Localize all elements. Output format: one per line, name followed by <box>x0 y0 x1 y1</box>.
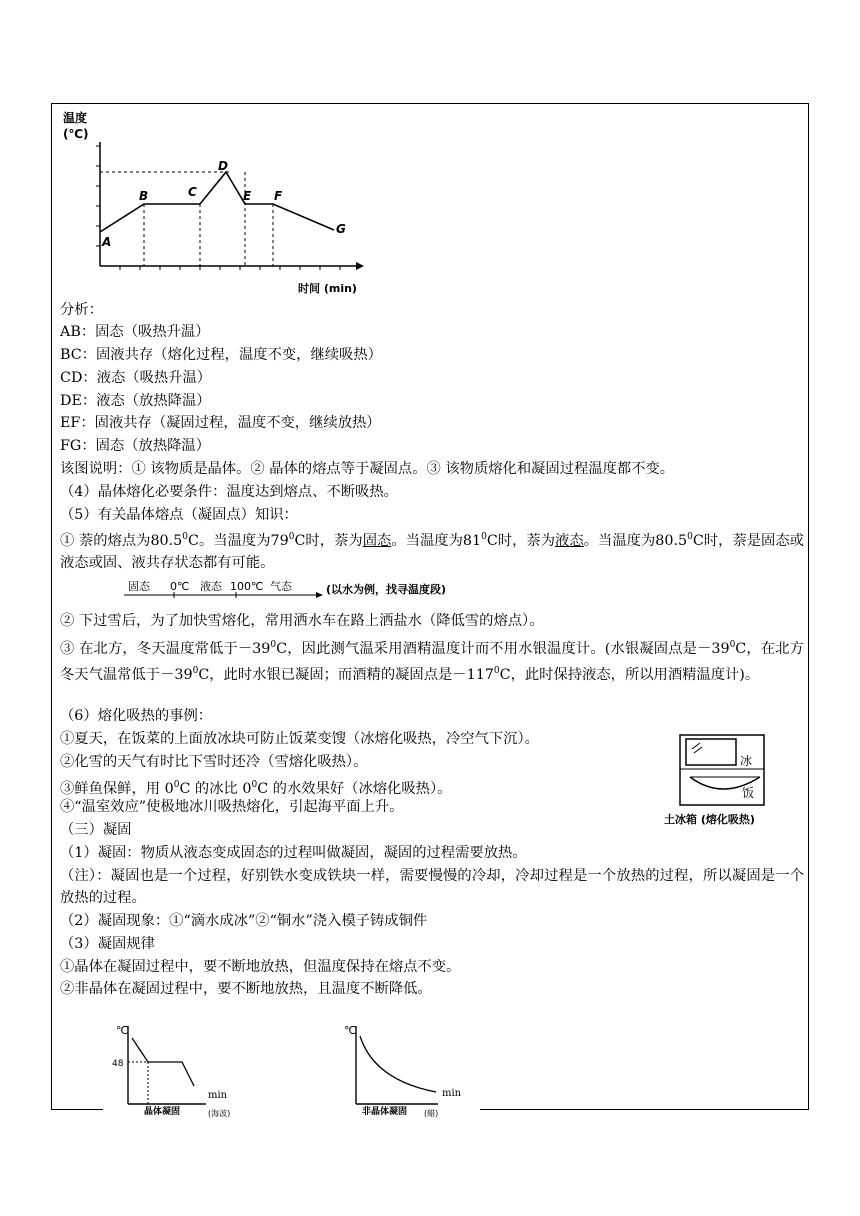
analysis-item: BC：固液共存（熔化过程，温度不变，继续吸热） <box>60 347 382 363</box>
svg-text:min: min <box>208 1090 228 1101</box>
heat-absorb-item: ③鲜鱼保鲜，用 $0^0C$ 的冰比 $0^0C$ 的水效果好（冰熔化吸热）。 <box>60 780 452 797</box>
solidification-definition: （1）凝固：物质从液态变成固态的过程叫做凝固，凝固的过程需要放热。 <box>60 845 527 861</box>
svg-text:min: min <box>442 1088 462 1099</box>
heat-absorb-item: ①夏天，在饭菜的上面放冰块可防止饭菜变馊（冰熔化吸热，冷空气下沉）。 <box>60 731 539 747</box>
svg-text:液态: 液态 <box>200 580 222 593</box>
liquid-word: 液态 <box>555 532 584 549</box>
svg-text:晶体凝固: 晶体凝固 <box>144 1107 181 1117</box>
bottom-rule <box>480 1109 808 1110</box>
graph-x-label: 时间 (min) <box>298 282 357 295</box>
svg-text:100℃: 100℃ <box>230 580 264 593</box>
analysis-item: DE：液态（放热降温） <box>60 393 211 409</box>
heat-absorb-item: ④“温室效应”使极地冰川吸热熔化，引起海平面上升。 <box>60 799 404 815</box>
thermometer-paragraph: ③ 在北方，冬天温度常低于$-39^0C$，因此测气温采用酒精温度计而不用水银温度计。(水银凝固点是$-39^0C$，在北方冬天气温常低于$-39^0C$，此时水银已凝固；而酒精的凝固点是$-117^0C$，此时保持液态，所以用酒精温度计)。 <box>60 640 804 683</box>
snow-salt-text: ② 下过雪后，为了加快雪熔化，常用洒水车在路上洒盐水（降低雪的熔点）。 <box>60 613 544 629</box>
svg-text:气态: 气态 <box>270 580 292 593</box>
melting-condition: （4）晶体熔化必要条件：温度达到熔点、不断吸热。 <box>60 484 398 500</box>
svg-text:(以水为例，找寻温度段): (以水为例，找寻温度段) <box>326 583 447 596</box>
svg-text:饭: 饭 <box>742 786 755 800</box>
svg-text:0℃: 0℃ <box>170 580 190 593</box>
melting-solidifying-graph <box>60 106 370 296</box>
amorphous-solidification-graph <box>338 1022 508 1118</box>
graph-y-unit: (℃) <box>63 127 89 141</box>
svg-text:F: F <box>274 189 283 203</box>
svg-text:G: G <box>336 222 346 236</box>
svg-text:土冰箱 (熔化吸热): 土冰箱 (熔化吸热) <box>664 813 755 826</box>
svg-text:C: C <box>188 185 197 199</box>
state-scale <box>124 578 594 602</box>
heat-absorb-item: ②化雪的天气有时比下雪时还冷（雪熔化吸热）。 <box>60 754 368 770</box>
analysis-item: EF：固液共存（凝固过程，温度不变，继续放热） <box>60 415 381 431</box>
section-solidification-title: （三）凝固 <box>60 822 132 838</box>
svg-text:A: A <box>102 235 112 249</box>
svg-text:℃: ℃ <box>116 1024 129 1037</box>
bottom-rule <box>51 1109 103 1110</box>
solidification-rule: ②非晶体在凝固过程中，要不断地放热，且温度不断降低。 <box>60 981 432 997</box>
solidification-rule: ①晶体在凝固过程中，要不断地放热，但温度保持在熔点不变。 <box>60 959 461 975</box>
melting-point-title: （5）有关晶体熔点（凝固点）知识： <box>60 507 298 523</box>
svg-text:D: D <box>218 159 228 173</box>
svg-text:非晶体凝固: 非晶体凝固 <box>362 1107 408 1117</box>
analysis-item: CD：液态（吸热升温） <box>60 370 212 386</box>
svg-text:48: 48 <box>112 1059 124 1069</box>
analysis-item: AB：固态（吸热升温） <box>60 324 210 340</box>
svg-text:℃: ℃ <box>344 1024 357 1037</box>
solid-word: 固态 <box>362 532 392 549</box>
analysis-item: FG：固态（放热降温） <box>60 438 211 454</box>
solidification-rule-title: （3）凝固规律 <box>60 936 155 952</box>
svg-text:固态: 固态 <box>128 580 150 593</box>
svg-text:(海波): (海波) <box>208 1109 231 1118</box>
heat-absorb-title: （6）熔化吸热的事例： <box>60 708 213 724</box>
analysis-summary: 该图说明：① 该物质是晶体。② 晶体的熔点等于凝固点。③ 该物质熔化和凝固过程温度都不变。 <box>60 461 675 477</box>
naphthalene-paragraph: ① 萘的熔点为80.5$^0$C。当温度为$79^0C$时，萘为固态。当温度为$81^0C$时，萘为液态。当温度为80.5$^0$C时，萘是固态或液态或固、液共存状态都有可能。 <box>60 532 804 571</box>
svg-text:(蜡): (蜡) <box>424 1109 439 1118</box>
svg-text:冰: 冰 <box>740 754 753 768</box>
crystal-solidification-graph <box>110 1022 280 1118</box>
svg-text:B: B <box>139 189 149 203</box>
svg-text:E: E <box>243 189 252 203</box>
graph-y-label: 温度 <box>63 111 88 125</box>
earth-fridge-illustration <box>664 733 784 829</box>
analysis-title: 分析： <box>60 302 103 318</box>
solidification-note: （注）：凝固也是一个过程，好别铁水变成铁块一样，需要慢慢的冷却，冷却过程是一个放热的过程，所以凝固是一个放热的过程。 <box>60 868 804 906</box>
solidification-phenomena: （2）凝固现象：①“滴水成冰”②“铜水”浇入模子铸成铜件 <box>60 913 428 929</box>
